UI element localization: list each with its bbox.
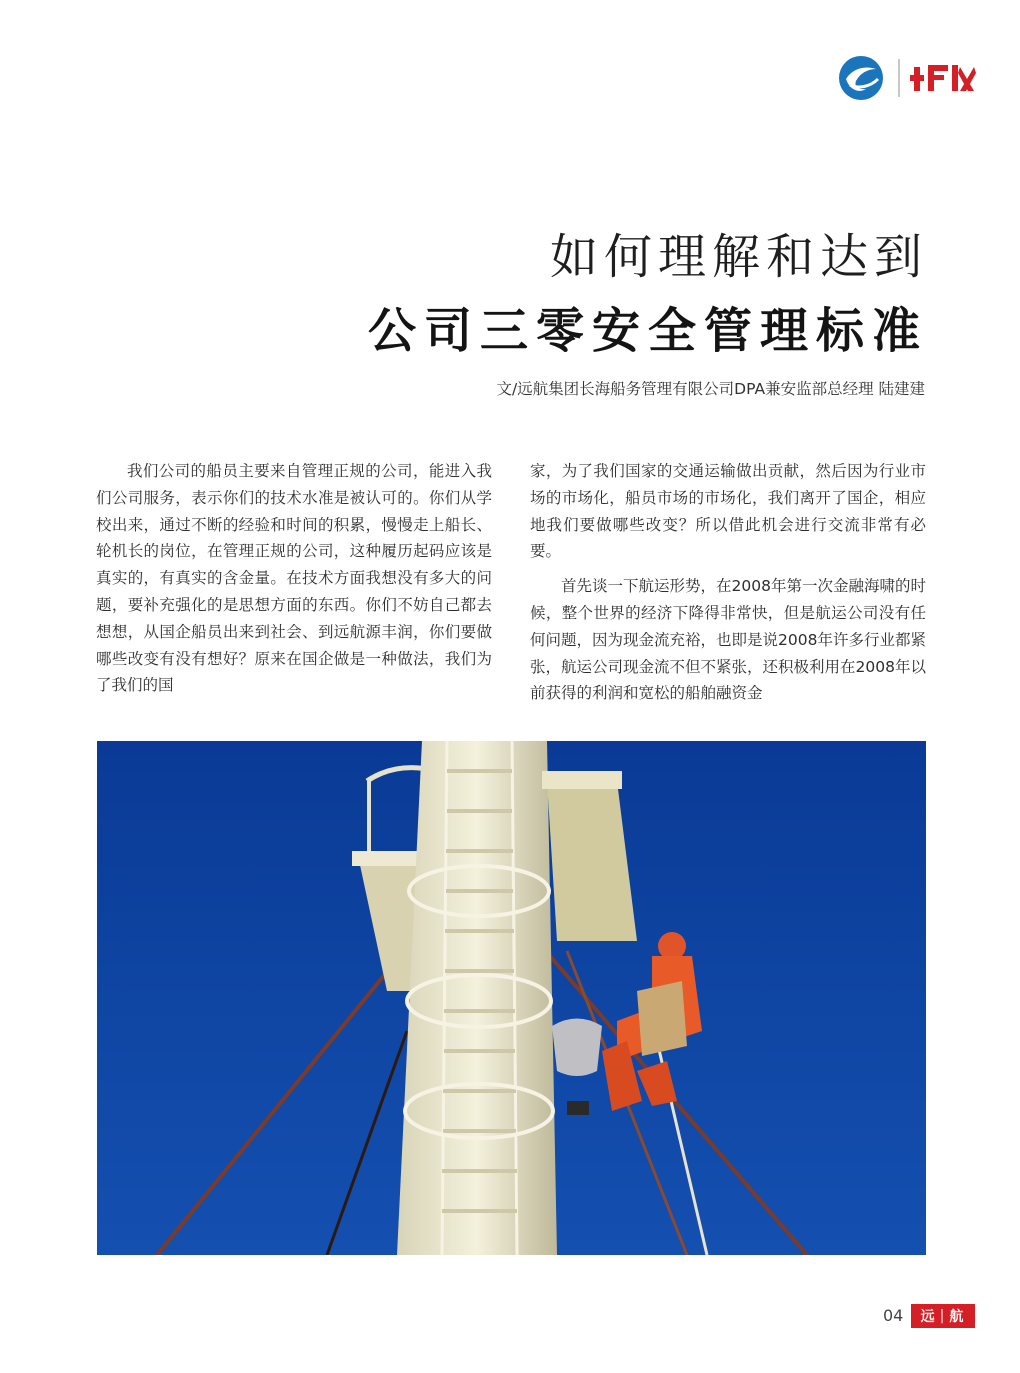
header-logos: [838, 55, 978, 99]
mast-worker-photo: [97, 741, 926, 1255]
magazine-badge: [911, 1304, 975, 1328]
red-mark-logo-icon: [908, 61, 976, 95]
article-title-line2: 公司三零安全管理标准: [367, 303, 928, 359]
right-paragraph-1: 家，为了我们国家的交通运输做出贡献，然后因为行业市场的市场化，船员市场的市场化，我们离开了国企，相应地我们要做哪些改变？所以借此机会进行交流非常有必要。: [530, 462, 926, 561]
page-number: 04: [883, 1306, 904, 1325]
magazine-name-separator: |: [939, 1308, 947, 1324]
article-title-line1: 如何理解和达到: [549, 229, 928, 285]
article-byline: 文/远航集团长海船务管理有限公司DPA兼安监部总经理 陆建建: [496, 380, 925, 398]
cosco-circle-logo-icon: [838, 55, 884, 101]
magazine-name-b: 航: [949, 1309, 966, 1325]
magazine-name-a: 远: [920, 1309, 937, 1325]
article-left-column: [96, 458, 492, 707]
logo-divider: [898, 59, 900, 97]
article-right-column: [530, 458, 926, 715]
article-photo: [97, 741, 926, 1255]
left-paragraph-1: 我们公司的船员主要来自管理正规的公司，能进入我们公司服务，表示你们的技术水准是被认可的。你们从学校出来，通过不断的经验和时间的积累，慢慢走上船长、轮机长的岗位，在管理正规的公司，这种履历起码应该是真实的，有真实的含金量。在技术方面我想没有多大的问题，要补充强化的是思想方面的东西。你们不妨自己都去想想，从国企船员出来到社会、到远航源丰润，你们要做哪些改变有没有想好？原来在国企做是一种做法，我们为了我们的国: [96, 462, 492, 695]
right-paragraph-2: 首先谈一下航运形势，在2008年第一次金融海啸的时候，整个世界的经济下降得非常快，但是航运公司没有任何问题，因为现金流充裕，也即是说2008年许多行业都紧张，航运公司现金流不但不紧张，还积极利用在2008年以前获得的利润和宽松的船舶融资金: [530, 577, 926, 703]
